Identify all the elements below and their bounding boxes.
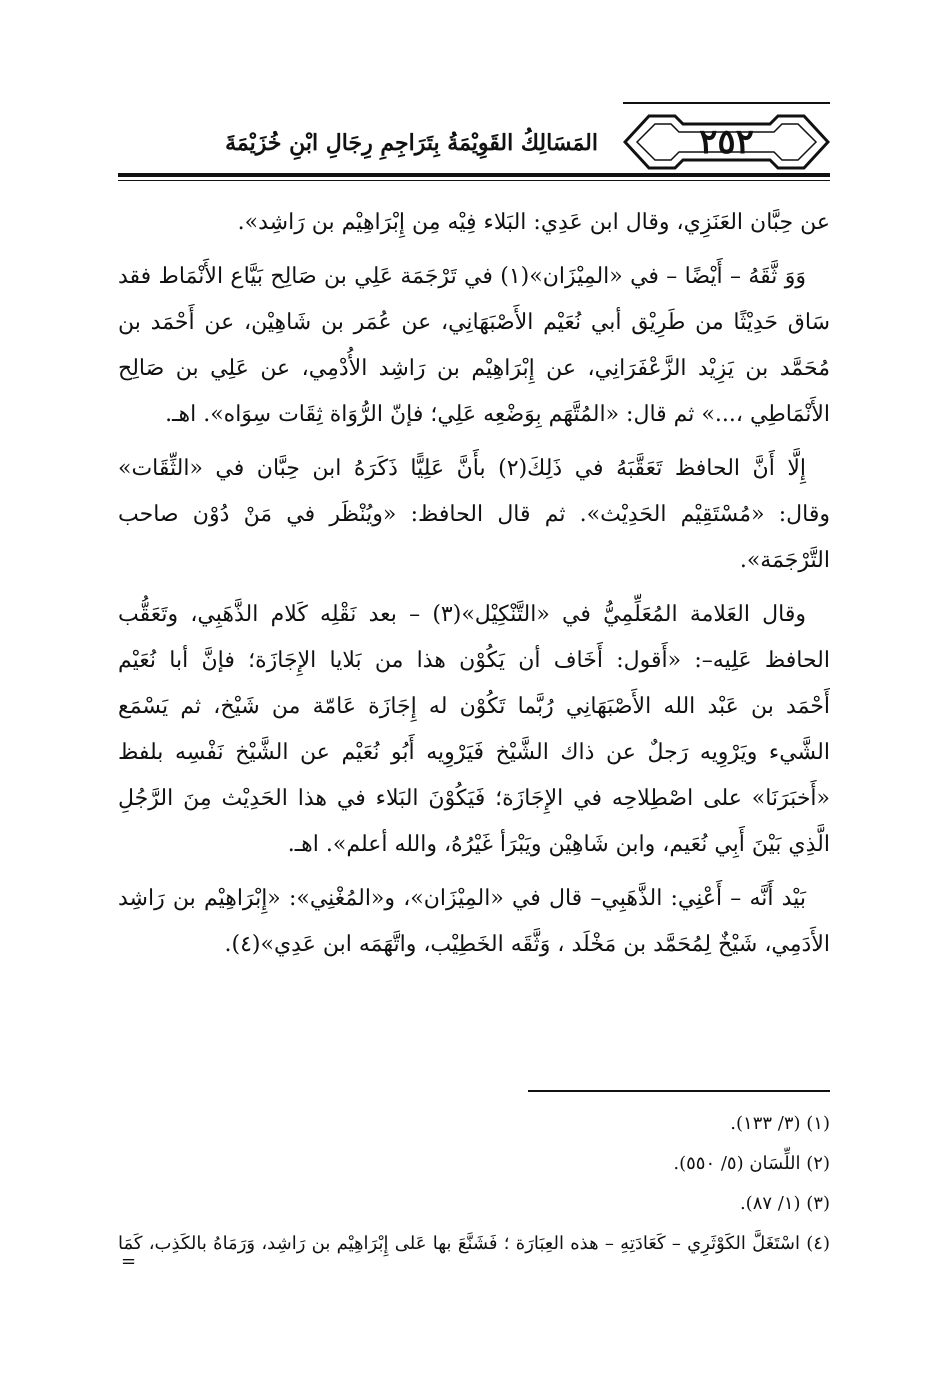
text-line: الحافظ عَلِيه–: «أَقول: أَخَاف أن يَكُوْن هذا من بَلايا الإِجَازَة؛ فإنَّ أبا نُعَيْم bbox=[118, 648, 830, 673]
text-line: عن حِبَّان العَنَزِي، وقال ابن عَدِي: البَلاء فِيْه مِن إِبْرَاهِيْم بن رَاشِد». bbox=[237, 210, 830, 235]
text-line: أَحْمَد بن عَبْد الله الأَصْبَهَانِي رُبَّما تَكُوْن له إِجَازَة عَامّة من شَيْخ، ثم يَسْمَع bbox=[118, 694, 830, 719]
footnote-3: (٣) (١/ ٨٧). bbox=[739, 1193, 830, 1214]
page-header bbox=[118, 100, 830, 185]
header-rule-thick bbox=[118, 173, 830, 177]
footnote-2: (٢) اللِّسَان (٥/ ٥٥٠). bbox=[673, 1153, 830, 1174]
main-text bbox=[118, 200, 830, 968]
text-line: بَيْد أَنَّه – أَعْنِي: الذَّهَبِي– قال في «المِيْزَان»، و«المُغْنِي»: «إِبْرَاهِيْم بن رَاشِد bbox=[118, 886, 806, 911]
text-line: «أَخبَرَنَا» على اصْطِلاحِه في الإِجَازَة؛ فَيَكُوْنَ البَلاء في هذا الحَدِيْث مِنَ الرَّجُلِ bbox=[118, 786, 830, 811]
text-line: إِلَّا أَنَّ الحافظ تَعَقَّبَهُ في ذَلِكَ(٢) بأَنَّ عَلِيًّا ذَكَرَهُ ابن حِبَّان في «الثِّقَات» bbox=[118, 456, 806, 481]
footnote-separator bbox=[528, 1090, 830, 1092]
page-number: ٢٥٢ bbox=[699, 122, 754, 162]
text-line: الأَدَمِي، شَيْخٌ لِمُحَمَّد بن مَخْلَد ، وَثَّقَه الخَطِيْب، واتَّهَمَه ابن عَدِي»(٤). bbox=[224, 932, 830, 957]
header-top-rule bbox=[623, 102, 830, 104]
page-number-badge bbox=[623, 108, 830, 176]
running-title: المَسَالِكُ القَوِيْمَةُ بِتَرَاجِمِ رِجَالِ ابْنِ خُزَيْمَةَ bbox=[225, 130, 598, 156]
text-line: التَّرْجَمَة». bbox=[739, 548, 830, 573]
text-line: الأَنْمَاطِي ،...» ثم قال: «المُتَّهَم بِوَضْعِه عَلِي؛ فإنّ الرُّوَاة ثِقَات سِوَاه». اهـ. bbox=[165, 402, 830, 427]
text-line: مُحَمَّد بن يَزِيْد الزَّعْفَرَانِي، عن إِبْرَاهِيْم بن رَاشِد الأُدْمِي، عن عَلِي بن صَالِح bbox=[118, 356, 830, 381]
footnotes bbox=[118, 1104, 830, 1264]
continuation-mark: = bbox=[121, 1251, 137, 1272]
text-line: وقال العَلامة المُعَلِّمِيُّ في «التَّنْكِيْل»(٣) – بعد نَقْلِه كَلام الذَّهَبِي، وتَعَقُّب bbox=[118, 602, 807, 627]
text-line: وقال: «مُسْتَقِيْم الحَدِيْث». ثم قال الحافظ: «ويُنْظَر في مَنْ دُوْن صاحب bbox=[118, 502, 830, 527]
text-line: سَاق حَدِيْثًا من طَرِيْق أبي نُعَيْم الأَصْبَهَانِي، عن عُمَر بن شَاهِيْن، عن أَحْمَد بن bbox=[118, 310, 830, 335]
text-line: وَوَ ثَّقَهُ – أَيْضًا – في «المِيْزَان»(١) في تَرْجَمَة عَلِي بن صَالِح بَيَّاع الأَنْمَاط فقد bbox=[118, 264, 806, 289]
text-line: الَّذِي بَيْنَ أَبِي نُعَيم، وابن شَاهِيْن ويَبْرَأ غَيْرُهُ، والله أعلم». اهـ. bbox=[287, 832, 830, 857]
header-rule-thin bbox=[118, 180, 830, 181]
footnote-4: (٤) اسْتَغَلَّ الكَوْثَرِي – كَعَادَتِهِ – هذه العِبَارَة ؛ فَشَنَّعَ بها عَلى إِبْرَاهِيْم بن رَاشِد، وَرَمَاهُ بالكَذِب، كَمَا bbox=[118, 1233, 830, 1254]
text-line: الشَّيء ويَرْوِيه رَجلٌ عن ذاك الشَّيْخ فَيَرْوِيه أَبُو نُعَيْم عن الشَّيْخ نَفْسِه بلفظ bbox=[118, 740, 830, 765]
footnote-1: (١) (٣/ ١٣٣). bbox=[730, 1113, 830, 1134]
